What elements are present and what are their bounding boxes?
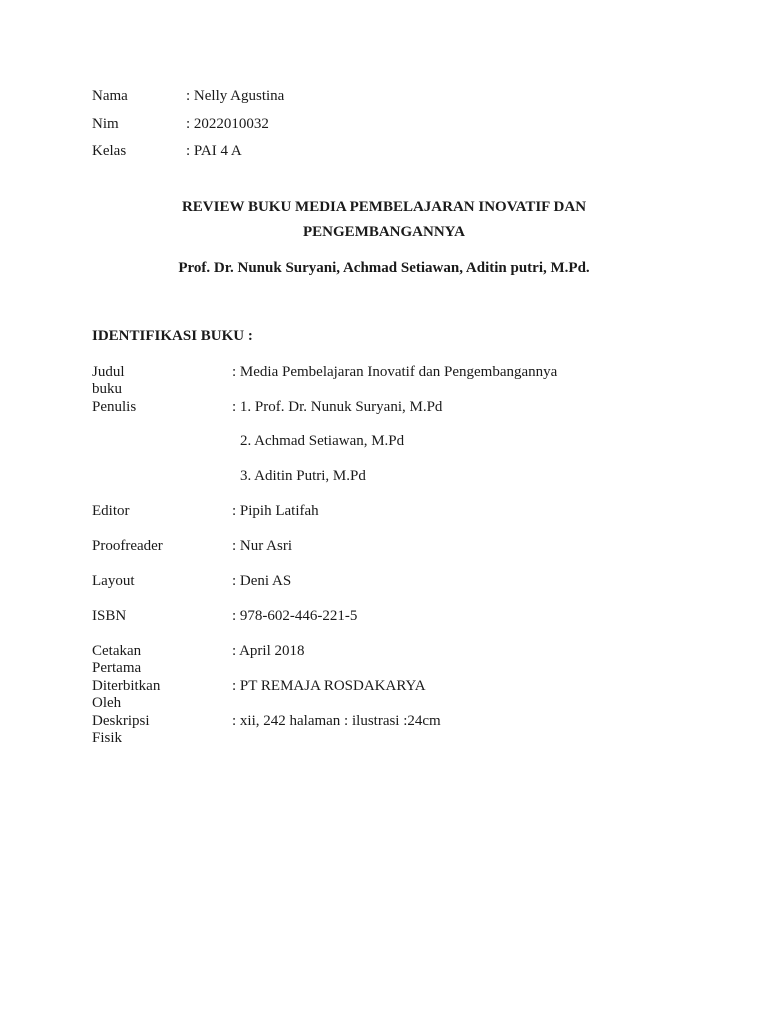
review-title-line1: REVIEW BUKU MEDIA PEMBELAJARAN INOVATIF DAN [181, 199, 587, 215]
book-isbn-value: : 978-602-446-221-5 [232, 608, 358, 624]
student-nim-value: : 2022010032 [186, 116, 269, 132]
book-writer-2: 2. Achmad Setiawan, M.Pd [240, 433, 405, 449]
book-physical-label: Deskripsi Fisik [92, 713, 150, 746]
student-class-label: Kelas [92, 143, 127, 159]
review-title-line2: PENGEMBANGANNYA [303, 224, 465, 240]
book-proofreader-label: Proofreader [92, 538, 163, 554]
book-editor-label: Editor [92, 503, 130, 519]
book-print-value: : April 2018 [232, 643, 305, 659]
book-layout-label: Layout [92, 573, 135, 589]
book-writer-1: : 1. Prof. Dr. Nunuk Suryani, M.Pd [232, 399, 443, 415]
book-print-label: Cetakan Pertama [92, 643, 142, 676]
student-name-value: : Nelly Agustina [186, 88, 285, 104]
book-title-label: Judul buku [92, 364, 125, 397]
book-layout-value: : Deni AS [232, 573, 292, 589]
student-name-label: Nama [92, 88, 128, 104]
review-authors: Prof. Dr. Nunuk Suryani, Achmad Setiawan, Aditin putri, M.Pd. [178, 260, 590, 276]
book-physical-value: : xii, 242 halaman : ilustrasi :24cm [232, 713, 441, 729]
book-isbn-label: ISBN [92, 608, 127, 624]
book-proofreader-value: : Nur Asri [232, 538, 292, 554]
book-publisher-value: : PT REMAJA ROSDAKARYA [232, 678, 426, 694]
identification-heading: IDENTIFIKASI BUKU : [92, 328, 253, 344]
student-nim-label: Nim [92, 116, 119, 132]
book-editor-value: : Pipih Latifah [232, 503, 319, 519]
book-writer-label: Penulis [92, 399, 137, 415]
book-writer-3: 3. Aditin Putri, M.Pd [240, 468, 366, 484]
student-class-value: : PAI 4 A [186, 143, 242, 159]
book-publisher-label: Diterbitkan Oleh [92, 678, 161, 711]
book-title-value: : Media Pembelajaran Inovatif dan Pengembangannya [232, 364, 558, 380]
